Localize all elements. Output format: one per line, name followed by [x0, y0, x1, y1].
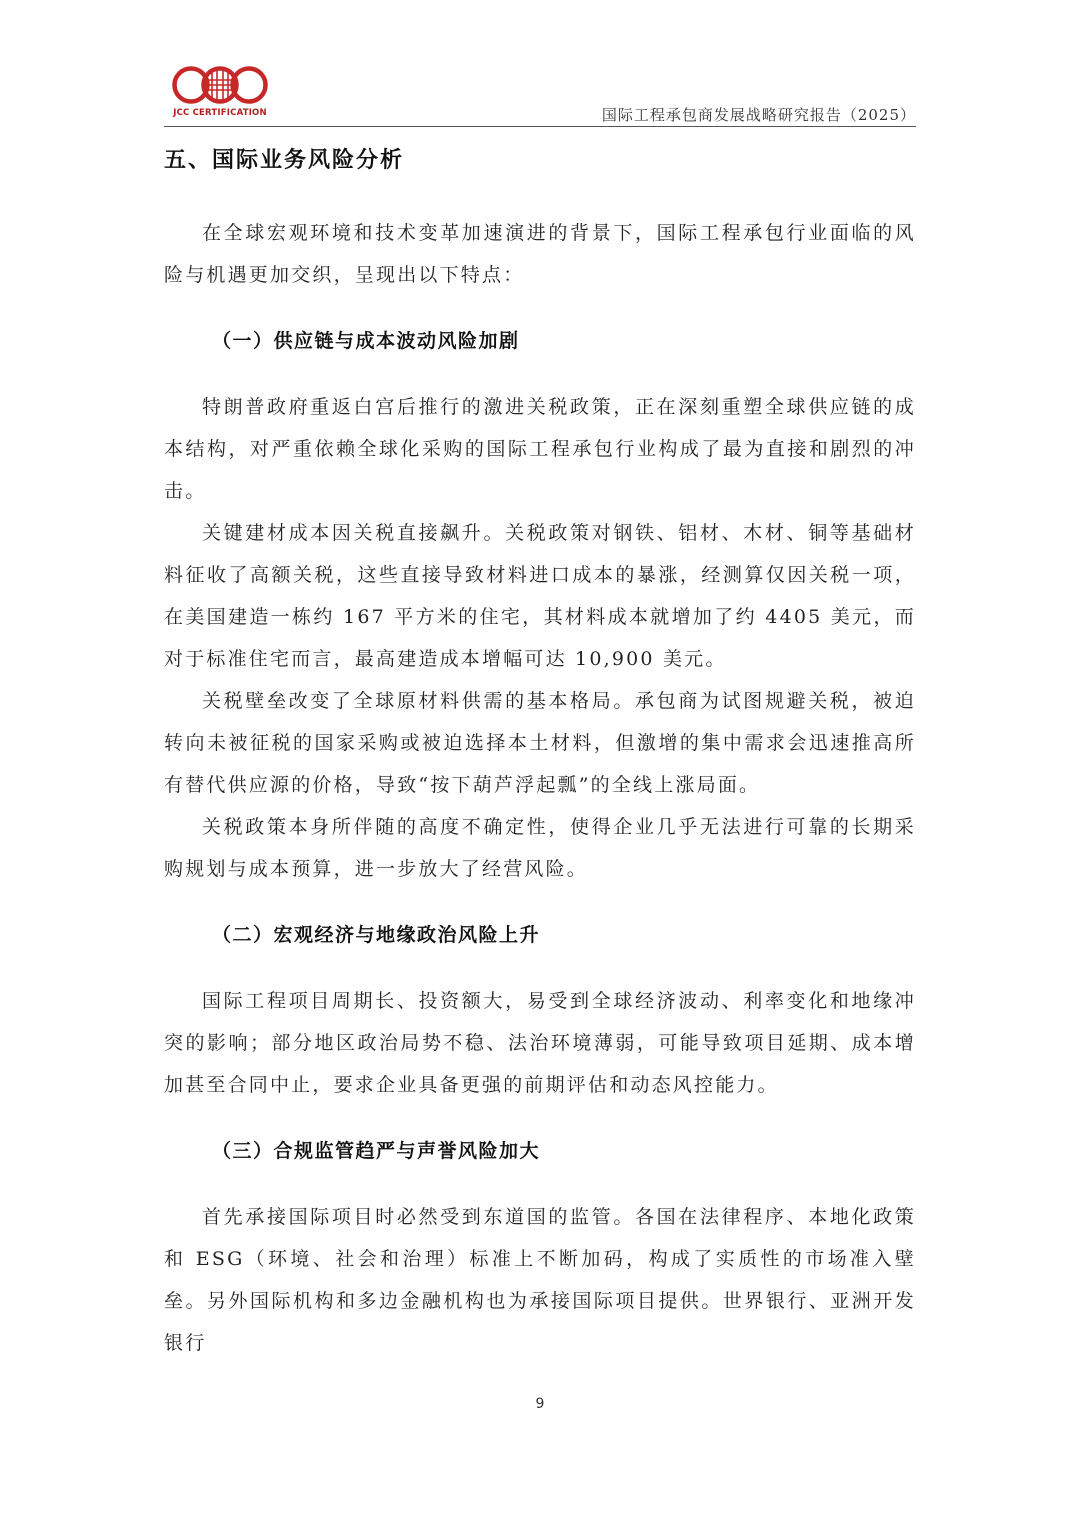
logo-rings-icon	[164, 62, 276, 108]
subsection-title-1: （一）供应链与成本波动风险加剧	[212, 330, 520, 352]
section-intro: 在全球宏观环境和技术变革加速演进的背景下，国际工程承包行业面临的风险与机遇更加交织，呈现出以下特点：	[164, 222, 916, 286]
subsection-title-3: （三）合规监管趋严与声誉风险加大	[212, 1140, 541, 1162]
paragraph: 国际工程项目周期长、投资额大，易受到全球经济波动、利率变化和地缘冲突的影响；部分地区政治局势不稳、法治环境薄弱，可能导致项目延期、成本增加甚至合同中止，要求企业具备更强的前期评估和动态风控能力。	[164, 990, 916, 1096]
report-header-title: 国际工程承包商发展战略研究报告（2025）	[601, 106, 916, 124]
subsection-title-2: （二）宏观经济与地缘政治风险上升	[212, 924, 541, 946]
section-title: 五、国际业务风险分析	[164, 147, 405, 173]
paragraph: 首先承接国际项目时必然受到东道国的监管。各国在法律程序、本地化政策和 ESG（环境、社会和治理）标准上不断加码，构成了实质性的市场准入壁垒。另外国际机构和多边金融机构也为承接国际项目提供。世界银行、亚洲开发银行	[164, 1206, 916, 1354]
jcc-logo	[164, 62, 276, 124]
page-number: 9	[535, 1396, 545, 1412]
paragraph: 关键建材成本因关税直接飙升。关税政策对钢铁、铝材、木材、铜等基础材料征收了高额关税，这些直接导致材料进口成本的暴涨，经测算仅因关税一项，在美国建造一栋约 167 平方米的住宅，其材料成本就增加了约 4405 美元，而对于标准住宅而言，最高建造成本增幅可达 10,900 美元。	[164, 522, 916, 670]
logo-text: JCC CERTIFICATION	[173, 108, 267, 118]
paragraph: 关税政策本身所伴随的高度不确定性，使得企业几乎无法进行可靠的长期采购规划与成本预算，进一步放大了经营风险。	[164, 816, 916, 880]
paragraph: 关税壁垒改变了全球原材料供需的基本格局。承包商为试图规避关税，被迫转向未被征税的国家采购或被迫选择本土材料，但激增的集中需求会迅速推高所有替代供应源的价格，导致“按下葫芦浮起瓢”的全线上涨局面。	[164, 690, 916, 796]
paragraph: 特朗普政府重返白宫后推行的激进关税政策，正在深刻重塑全球供应链的成本结构，对严重依赖全球化采购的国际工程承包行业构成了最为直接和剧烈的冲击。	[164, 396, 916, 502]
header-divider	[164, 126, 916, 127]
page-content	[164, 142, 916, 1364]
